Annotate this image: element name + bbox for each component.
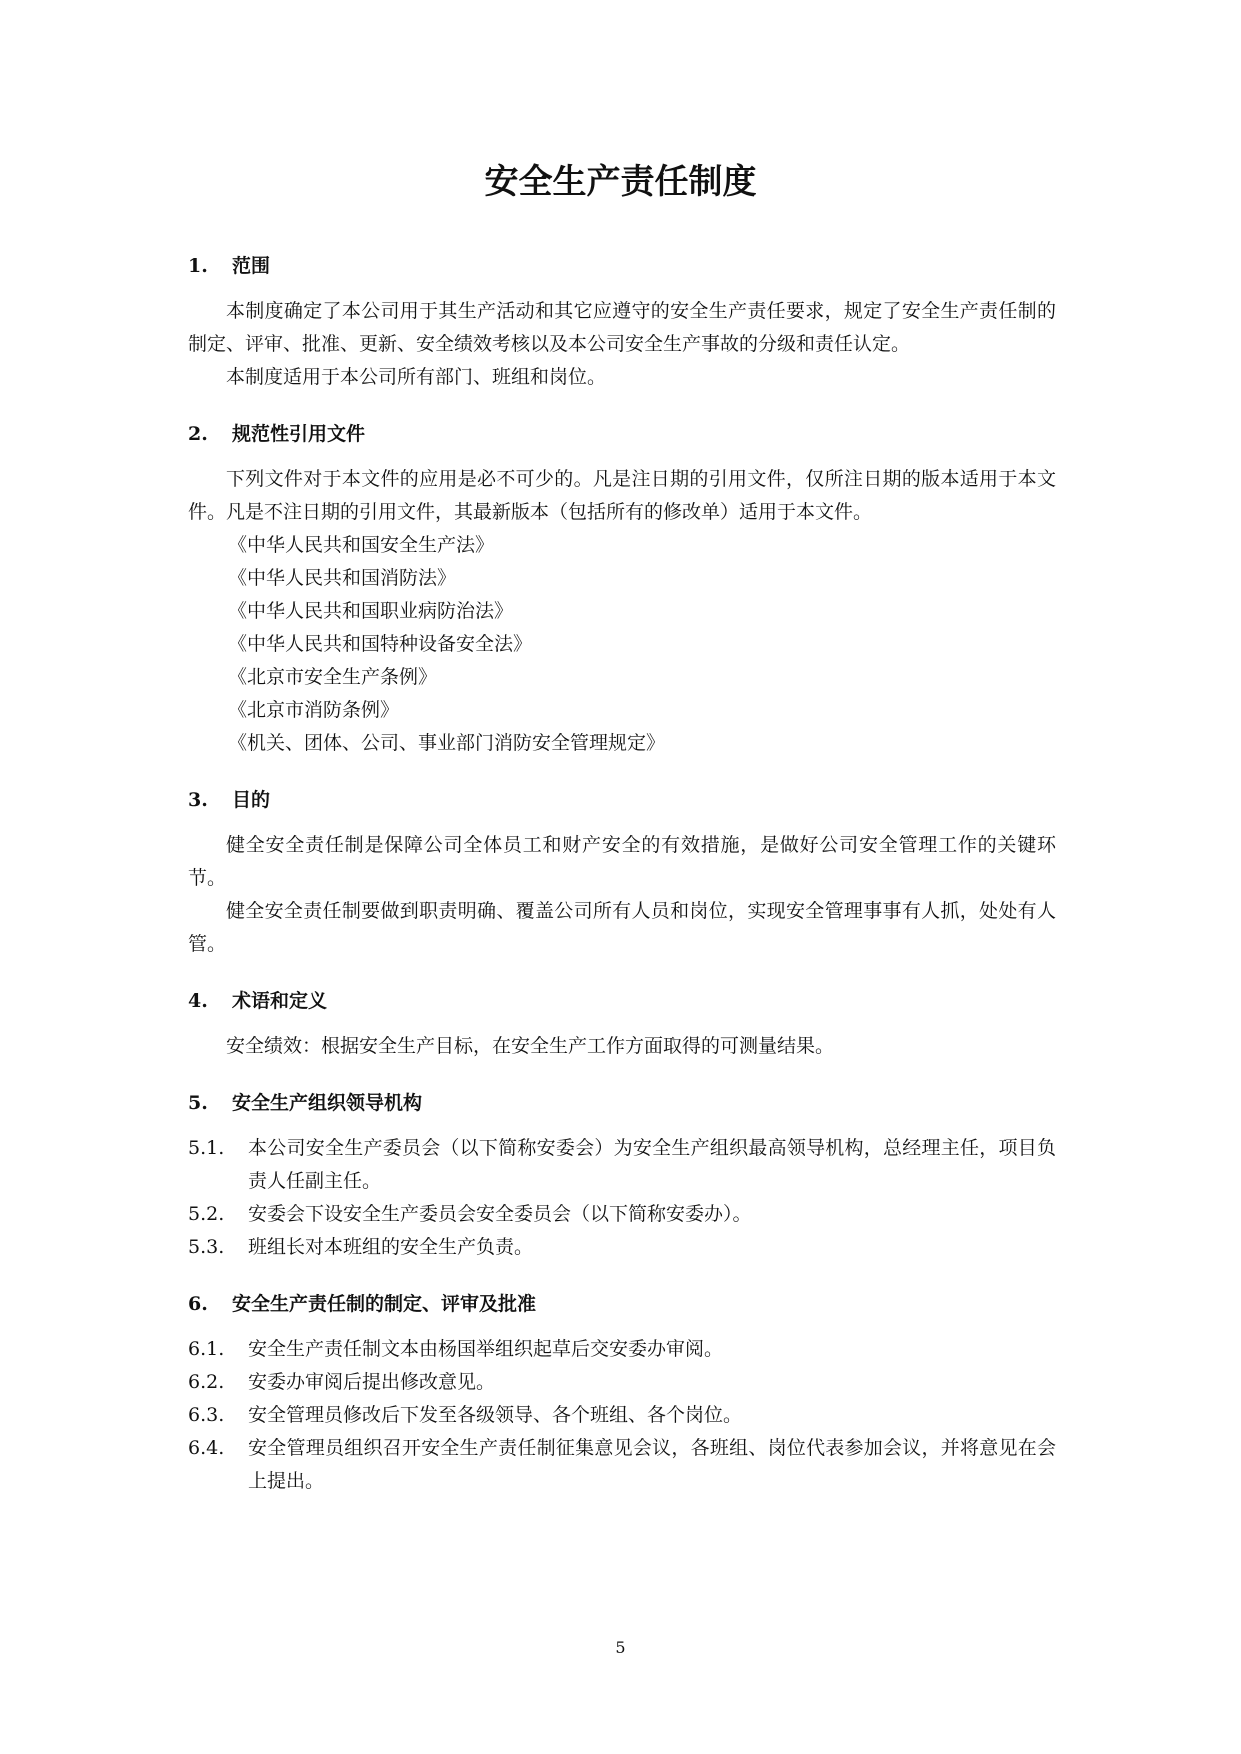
paragraph: 健全安全责任制是保障公司全体员工和财产安全的有效措施，是做好公司安全管理工作的关键环节。 bbox=[188, 834, 1056, 889]
list-item bbox=[188, 1132, 1056, 1198]
item-number: 6.3. bbox=[188, 1404, 225, 1426]
reference-item: 《中华人民共和国消防法》 bbox=[228, 567, 457, 589]
section-references bbox=[188, 418, 1056, 760]
section-scope bbox=[188, 250, 1056, 394]
item-number: 6.1. bbox=[188, 1338, 225, 1360]
section-heading bbox=[188, 418, 1056, 451]
page-title: 安全生产责任制度 bbox=[484, 162, 757, 202]
section-heading bbox=[188, 985, 1056, 1018]
paragraph: 下列文件对于本文件的应用是必不可少的。凡是注日期的引用文件，仅所注日期的版本适用于本文件。凡是不注日期的引用文件，其最新版本（包括所有的修改单）适用于本文件。 bbox=[188, 468, 1056, 523]
item-number: 5.2. bbox=[188, 1203, 225, 1225]
paragraph: 本制度确定了本公司用于其生产活动和其它应遵守的安全生产责任要求，规定了安全生产责任制的制定、评审、批准、更新、安全绩效考核以及本公司安全生产事故的分级和责任认定。 bbox=[188, 300, 1056, 355]
item-text: 本公司安全生产委员会（以下简称安委会）为安全生产组织最高领导机构，总经理主任，项目负责人任副主任。 bbox=[248, 1137, 1056, 1192]
item-text: 安全管理员组织召开安全生产责任制征集意见会议，各班组、岗位代表参加会议，并将意见在会上提出。 bbox=[248, 1437, 1056, 1492]
section-heading bbox=[188, 1288, 1056, 1321]
list-item bbox=[188, 1231, 1056, 1264]
section-title: 安全生产责任制的制定、评审及批准 bbox=[232, 1293, 537, 1315]
section-heading bbox=[188, 784, 1056, 817]
paragraph: 安全绩效：根据安全生产目标，在安全生产工作方面取得的可测量结果。 bbox=[226, 1035, 835, 1057]
section-title: 规范性引用文件 bbox=[232, 423, 366, 445]
section-heading bbox=[188, 1087, 1056, 1120]
item-text: 安全生产责任制文本由杨国举组织起草后交安委办审阅。 bbox=[248, 1338, 724, 1360]
section-terms bbox=[188, 985, 1056, 1063]
document-body bbox=[188, 250, 1056, 1522]
list-item bbox=[188, 1198, 1056, 1231]
item-number: 6.2. bbox=[188, 1371, 225, 1393]
item-text: 安委会下设安全生产委员会安全委员会（以下简称安委办）。 bbox=[248, 1203, 752, 1225]
item-number: 5.3. bbox=[188, 1236, 225, 1258]
list-item bbox=[188, 1333, 1056, 1366]
paragraph: 健全安全责任制要做到职责明确、覆盖公司所有人员和岗位，实现安全管理事事有人抓，处处有人管。 bbox=[188, 900, 1056, 955]
section-number: 5. bbox=[188, 1092, 208, 1114]
item-text: 安全管理员修改后下发至各级领导、各个班组、各个岗位。 bbox=[248, 1404, 743, 1426]
section-title: 安全生产组织领导机构 bbox=[232, 1092, 423, 1114]
reference-item: 《中华人民共和国职业病防治法》 bbox=[228, 600, 514, 622]
section-title: 术语和定义 bbox=[232, 990, 328, 1012]
section-number: 4. bbox=[188, 990, 208, 1012]
reference-item: 《北京市消防条例》 bbox=[228, 699, 400, 721]
reference-item: 《中华人民共和国特种设备安全法》 bbox=[228, 633, 533, 655]
section-organization bbox=[188, 1087, 1056, 1264]
item-number: 6.4. bbox=[188, 1437, 225, 1459]
item-text: 班组长对本班组的安全生产负责。 bbox=[248, 1236, 534, 1258]
paragraph: 本制度适用于本公司所有部门、班组和岗位。 bbox=[226, 366, 607, 388]
section-title: 范围 bbox=[232, 255, 271, 277]
list-item bbox=[188, 1432, 1056, 1498]
section-number: 2. bbox=[188, 423, 208, 445]
item-text: 安委办审阅后提出修改意见。 bbox=[248, 1371, 496, 1393]
section-purpose bbox=[188, 784, 1056, 961]
reference-item: 《北京市安全生产条例》 bbox=[228, 666, 438, 688]
list-item bbox=[188, 1366, 1056, 1399]
section-number: 1. bbox=[188, 255, 208, 277]
list-item bbox=[188, 1399, 1056, 1432]
section-title: 目的 bbox=[232, 789, 271, 811]
section-number: 3. bbox=[188, 789, 208, 811]
reference-item: 《中华人民共和国安全生产法》 bbox=[228, 534, 495, 556]
reference-item: 《机关、团体、公司、事业部门消防安全管理规定》 bbox=[228, 732, 666, 754]
page-number: 5 bbox=[615, 1638, 626, 1657]
section-number: 6. bbox=[188, 1293, 208, 1315]
section-formulation bbox=[188, 1288, 1056, 1498]
section-heading bbox=[188, 250, 1056, 283]
item-number: 5.1. bbox=[188, 1137, 225, 1159]
